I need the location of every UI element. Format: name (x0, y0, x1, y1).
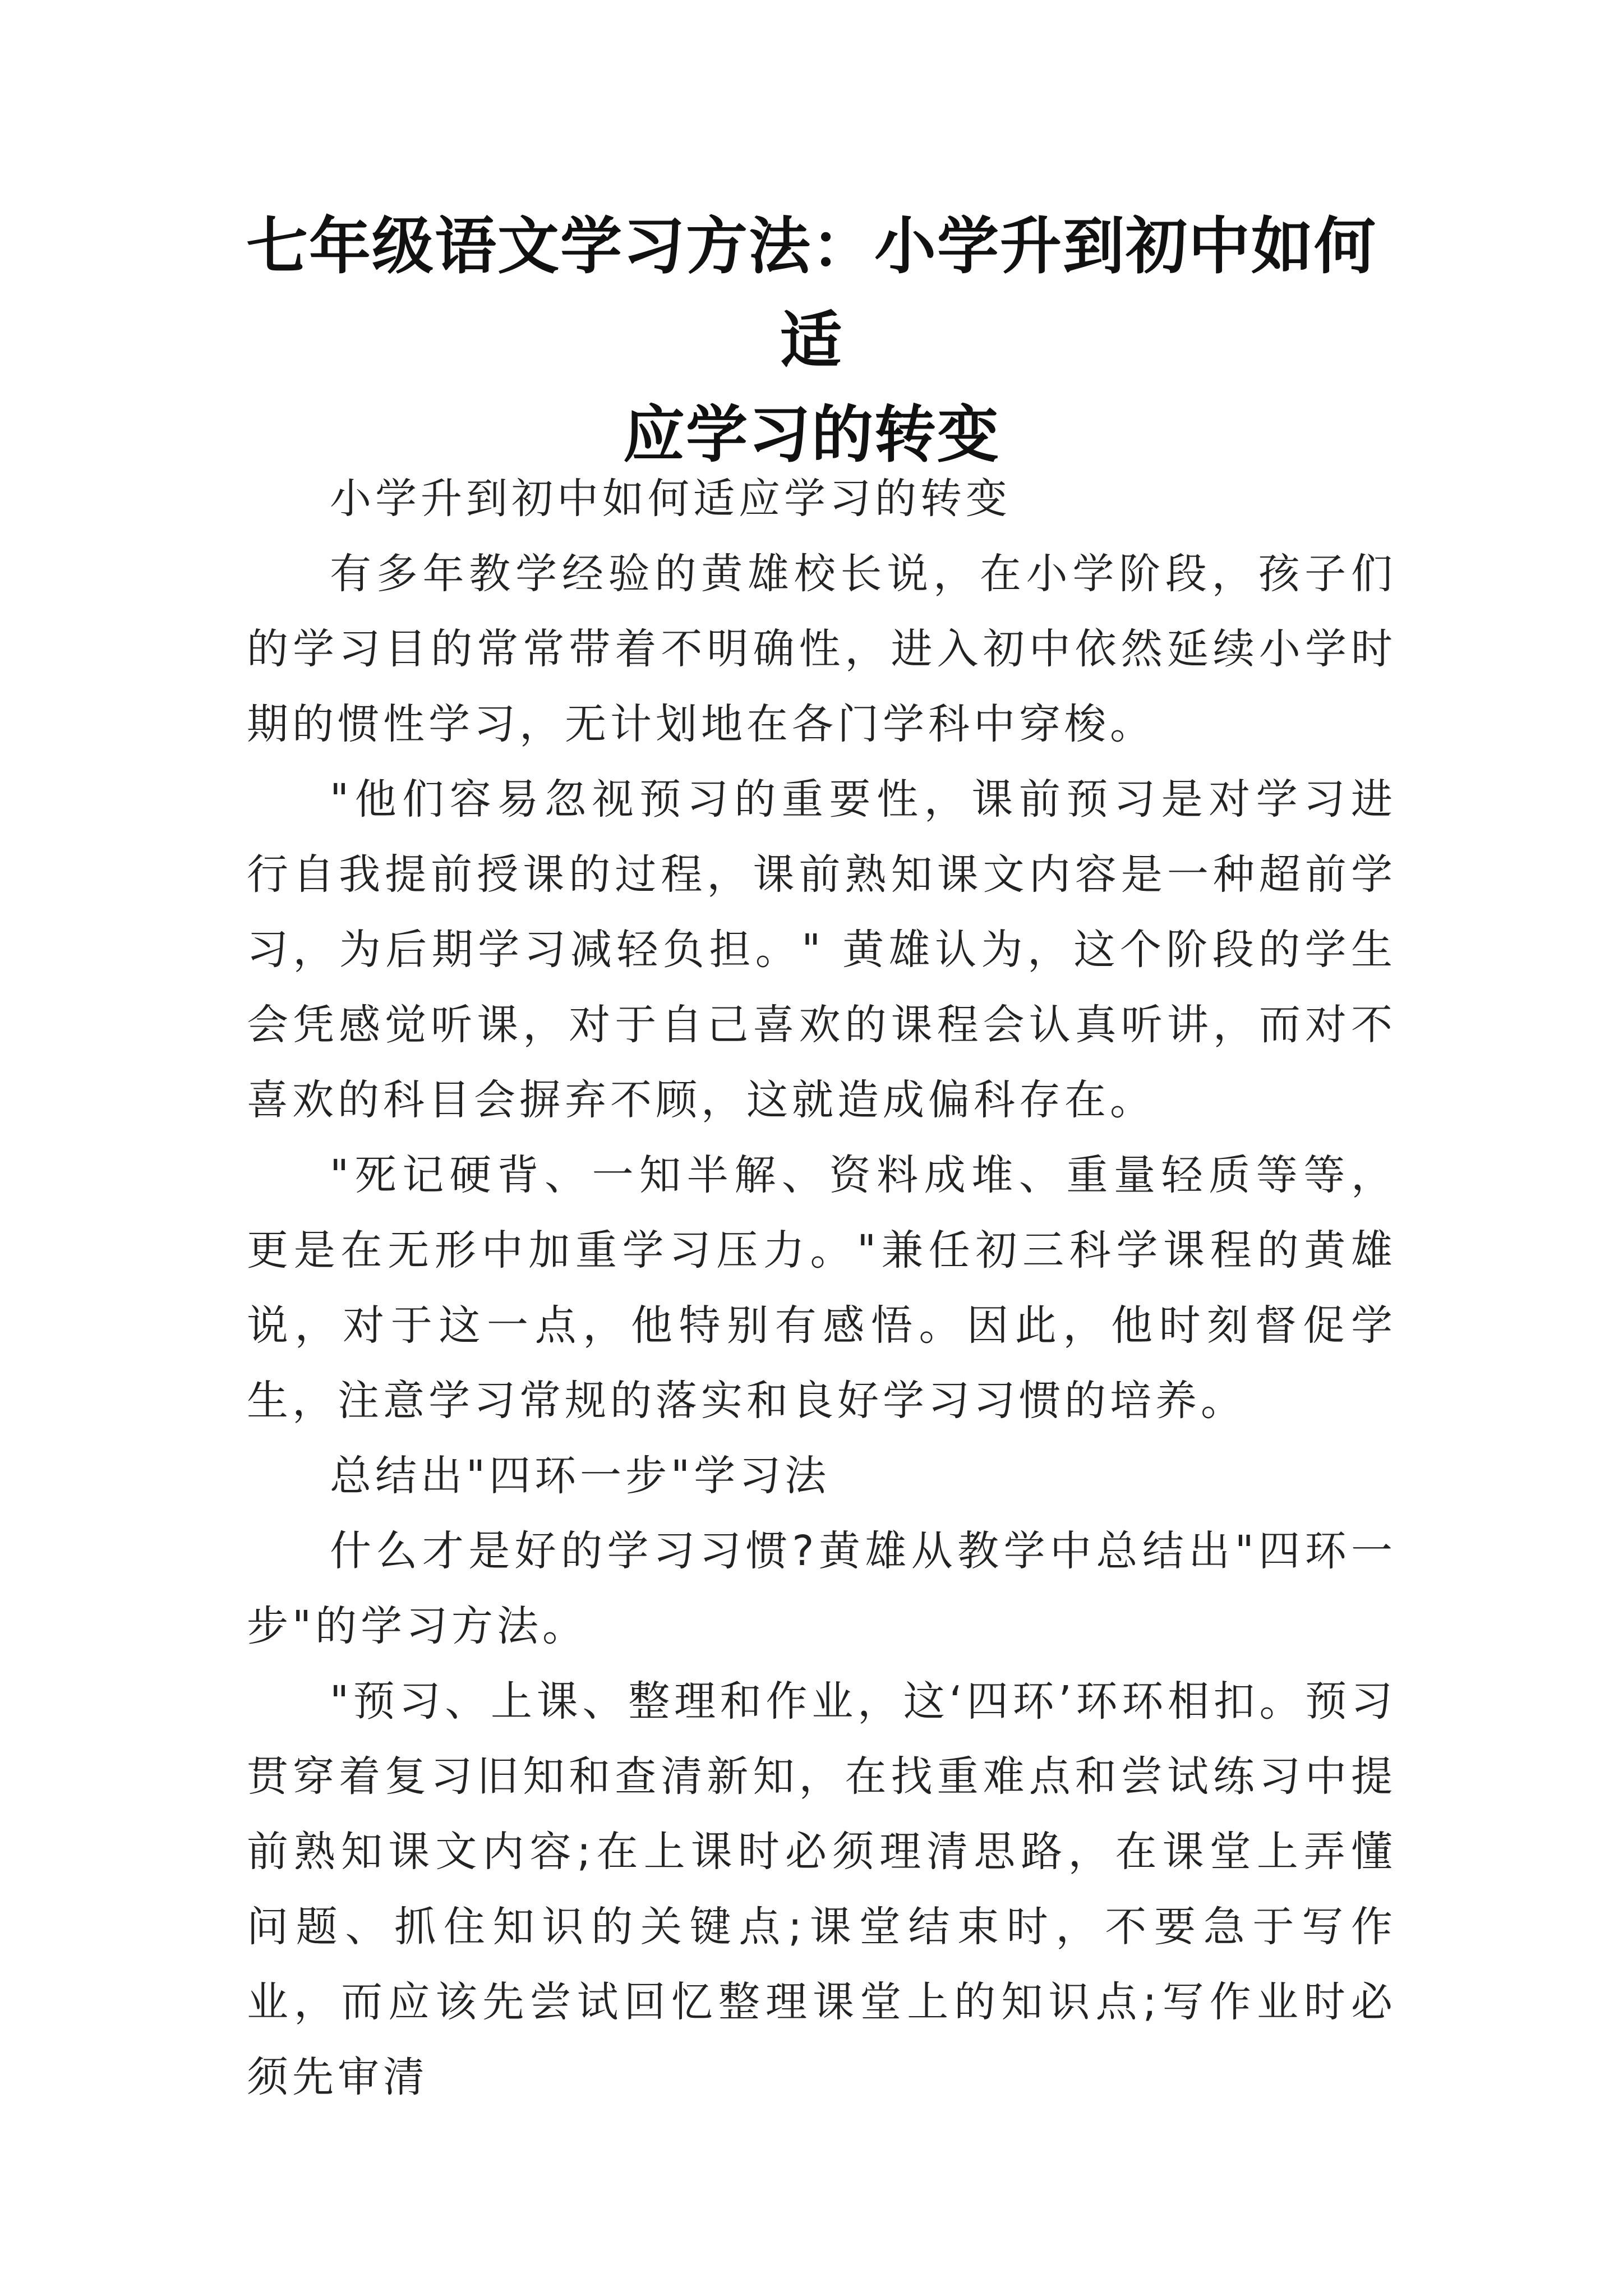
paragraph: 有多年教学经验的黄雄校长说，在小学阶段，孩子们的学习目的常常带着不明确性，进入初中依然延续小学时期的惯性学习，无计划地在各门学科中穿梭。 (247, 550, 1396, 748)
paragraph: "他们容易忽视预习的重要性，课前预习是对学习进行自我提前授课的过程，课前熟知课文内容是一种超前学习，为后期学习减轻负担。" 黄雄认为，这个阶段的学生会凭感觉听课，对于自己喜欢的课程会认真听讲，而对不喜欢的科目会摒弃不顾，这就造成偏科存在。 (247, 775, 1396, 1124)
section-heading: 小学升到初中如何适应学习的转变 (330, 475, 1011, 523)
title-line-1: 七年级语文学习方法：小学升到初中如何适 (246, 210, 1377, 376)
title-line-2: 应学习的转变 (623, 398, 1000, 471)
document-body (247, 461, 1396, 2115)
paragraph: 什么才是好的学习习惯?黄雄从教学中总结出"四环一步"的学习方法。 (247, 1527, 1396, 1650)
paragraph: "预习、上课、整理和作业，这‘四环’环环相扣。预习贯穿着复习旧知和查清新知，在找重难点和尝试练习中提前熟知课文内容;在上课时必须理清思路，在课堂上弄懂问题、抓住知识的关键点;课堂结束时，不要急于写作业，而应该先尝试回忆整理课堂上的知识点;写作业时必须先审清 (247, 1677, 1396, 2101)
section-heading: 总结出"四环一步"学习法 (330, 1452, 831, 1500)
document-title (236, 199, 1387, 482)
paragraph: "死记硬背、一知半解、资料成堆、重量轻质等等，更是在无形中加重学习压力。"兼任初三科学课程的黄雄说，对于这一点，他特别有感悟。因此，他时刻督促学生，注意学习常规的落实和良好学习习惯的培养。 (247, 1151, 1396, 1425)
